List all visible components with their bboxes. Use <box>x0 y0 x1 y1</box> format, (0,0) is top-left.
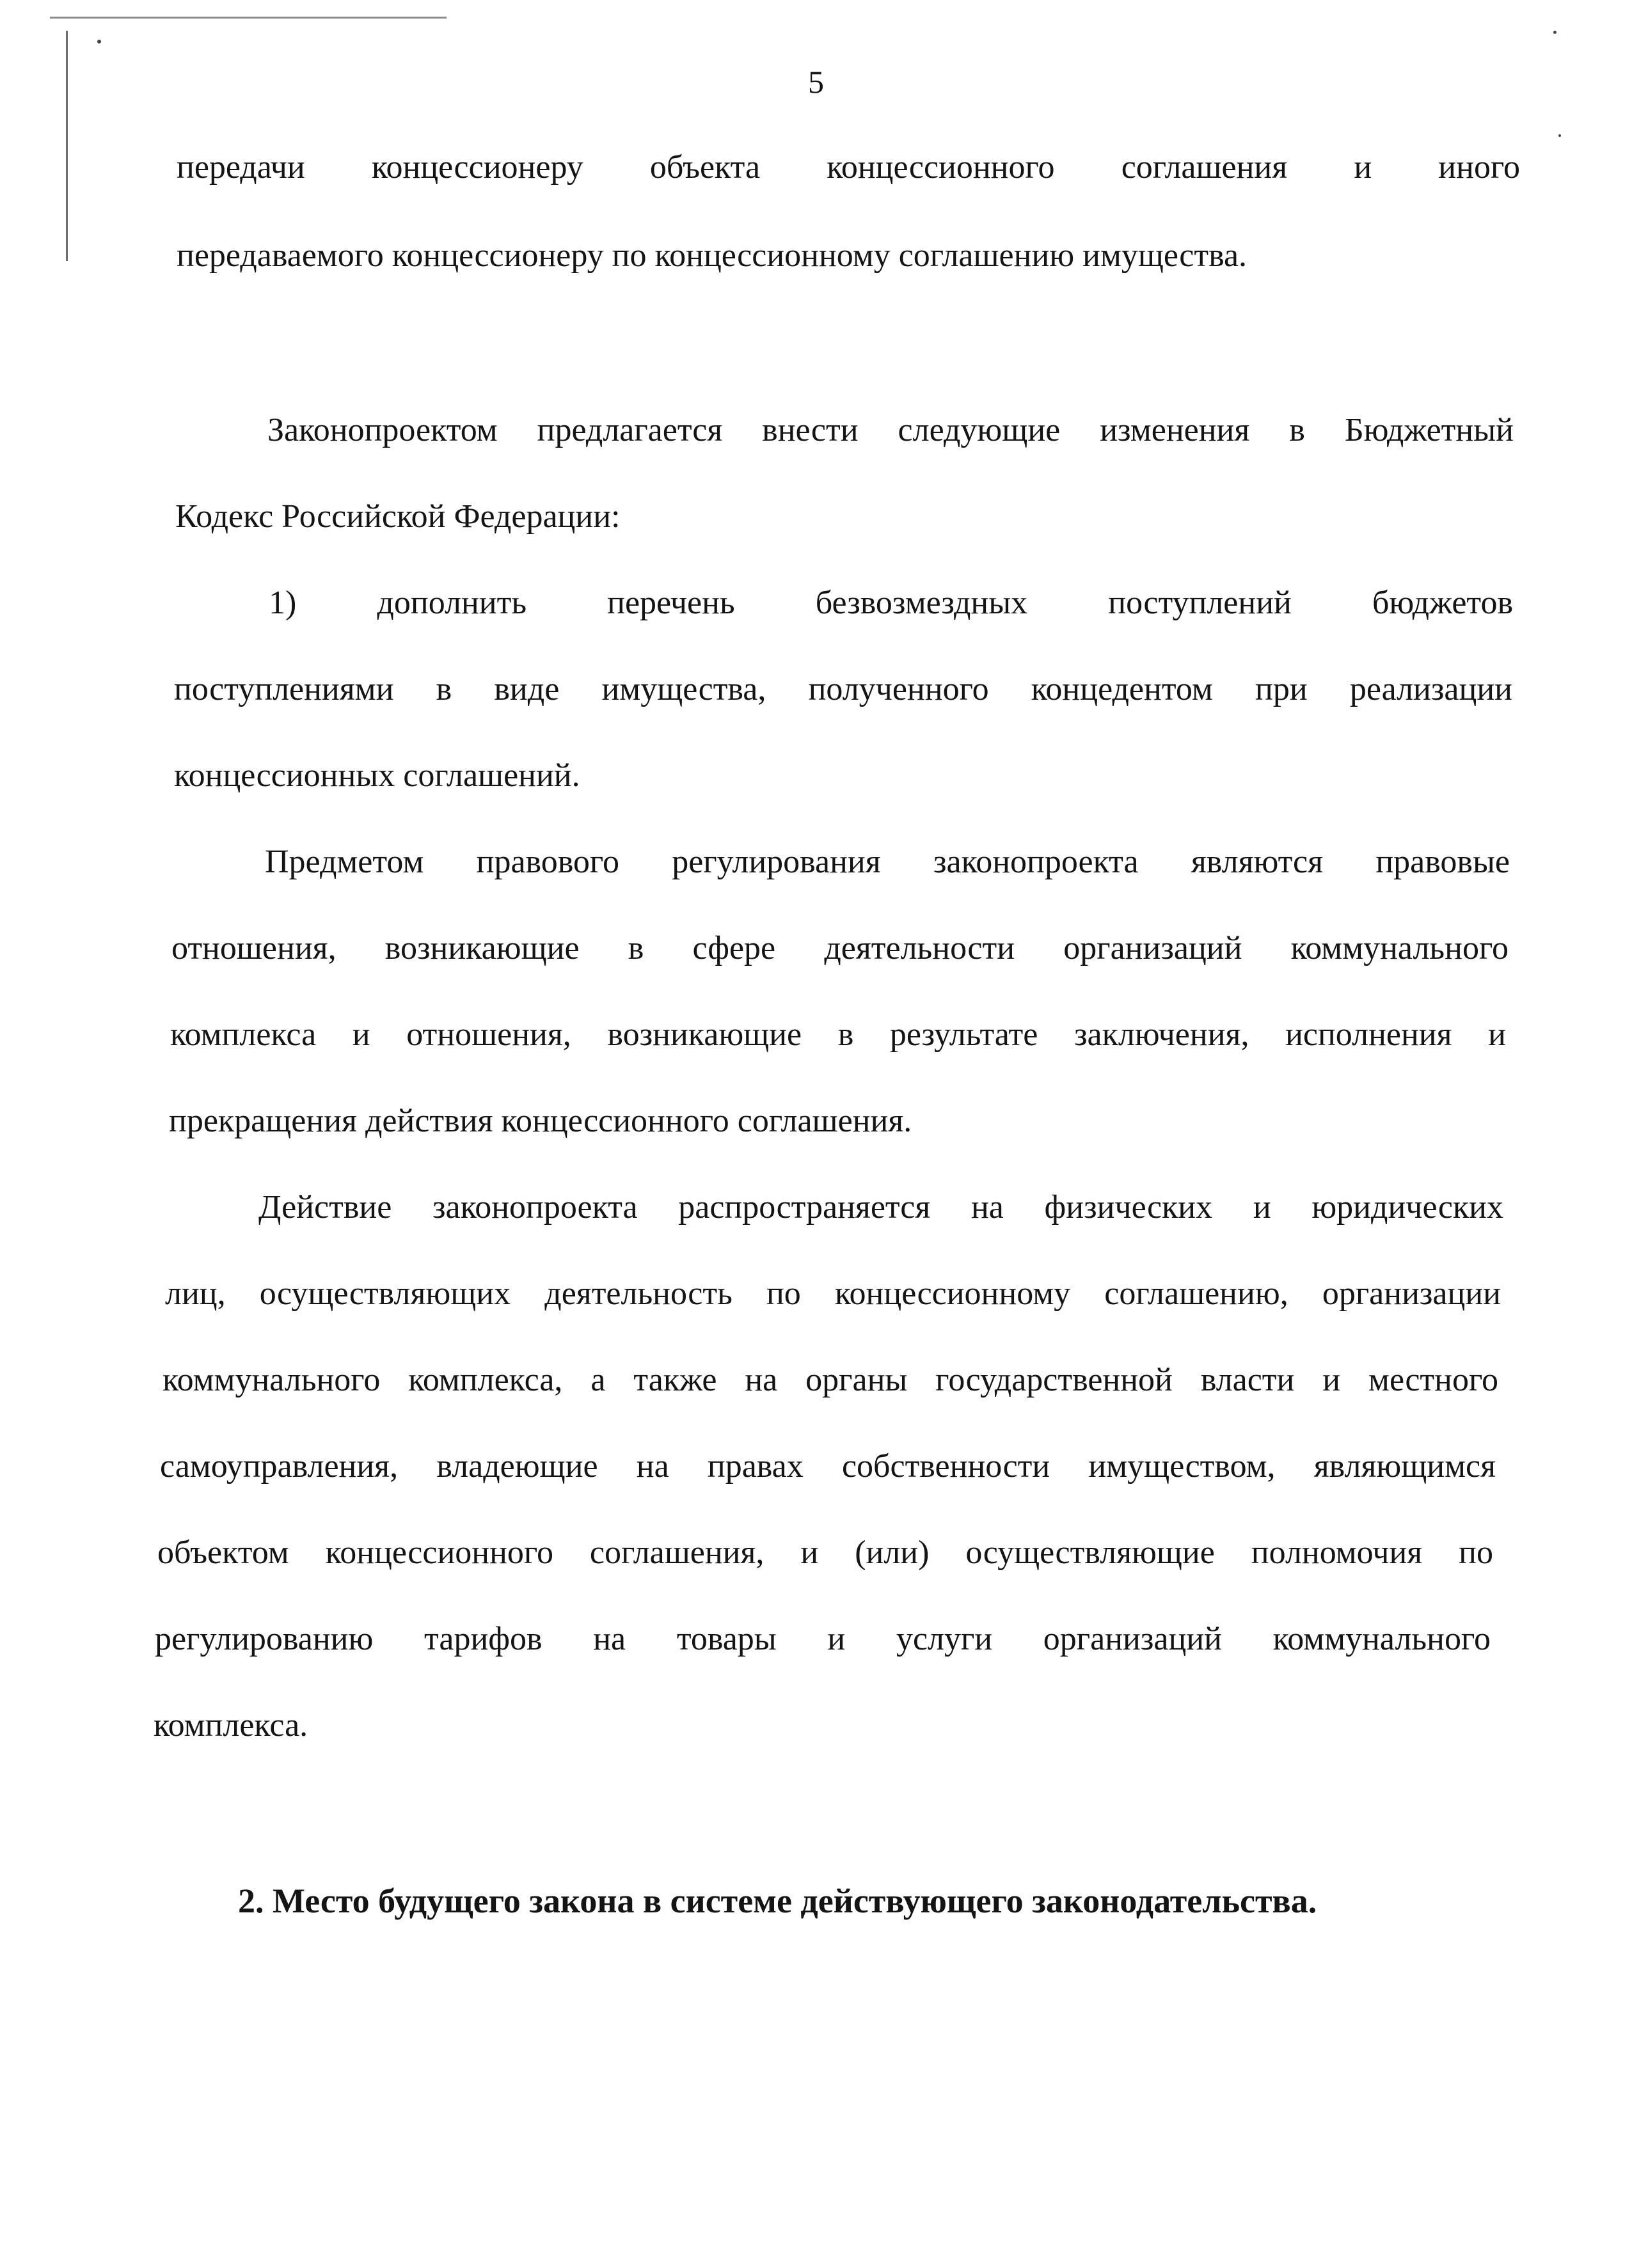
text-line: лиц, осуществляющих деятельность по концессионному соглашению, организации <box>165 1275 1501 1312</box>
text-line: передаваемого концессионеру по концессионному соглашению имущества. <box>177 237 1248 274</box>
scan-speck <box>1558 134 1561 137</box>
scan-edge-top <box>50 17 447 19</box>
text-line: 1) дополнить перечень безвозмездных поступлений бюджетов <box>269 585 1513 621</box>
text-line: поступлениями в виде имущества, полученного концедентом при реализации <box>174 671 1512 707</box>
text-line: Предметом правового регулирования законопроекта являются правовые <box>265 844 1510 880</box>
scan-speck <box>1553 31 1557 34</box>
text-line: Законопроектом предлагается внести следующие изменения в Бюджетный <box>267 412 1514 448</box>
text-line: регулированию тарифов на товары и услуги организаций коммунального <box>155 1621 1491 1657</box>
text-line: передачи концессионеру объекта концессионного соглашения и иного <box>177 149 1520 185</box>
text-line: отношения, возникающие в сфере деятельности организаций коммунального <box>171 930 1509 966</box>
scan-speck <box>97 40 101 43</box>
text-line: самоуправления, владеющие на правах собственности имуществом, являющимся <box>160 1448 1496 1484</box>
text-line: комплекса и отношения, возникающие в результате заключения, исполнения и <box>170 1016 1506 1053</box>
section-heading: 2. Место будущего закона в системе действующего законодательства. <box>238 1882 1317 1920</box>
page-number: 5 <box>808 64 824 100</box>
text-line: концессионных соглашений. <box>174 757 580 794</box>
text-line: объектом концессионного соглашения, и (или) осуществляющие полномочия по <box>157 1534 1493 1571</box>
text-line: коммунального комплекса, а также на органы государственной власти и местного <box>162 1362 1498 1398</box>
text-line: Действие законопроекта распространяется на физических и юридических <box>258 1189 1503 1225</box>
text-line: Кодекс Российской Федерации: <box>175 498 621 535</box>
text-line: прекращения действия концессионного соглашения. <box>169 1103 912 1139</box>
text-line: комплекса. <box>154 1707 308 1744</box>
